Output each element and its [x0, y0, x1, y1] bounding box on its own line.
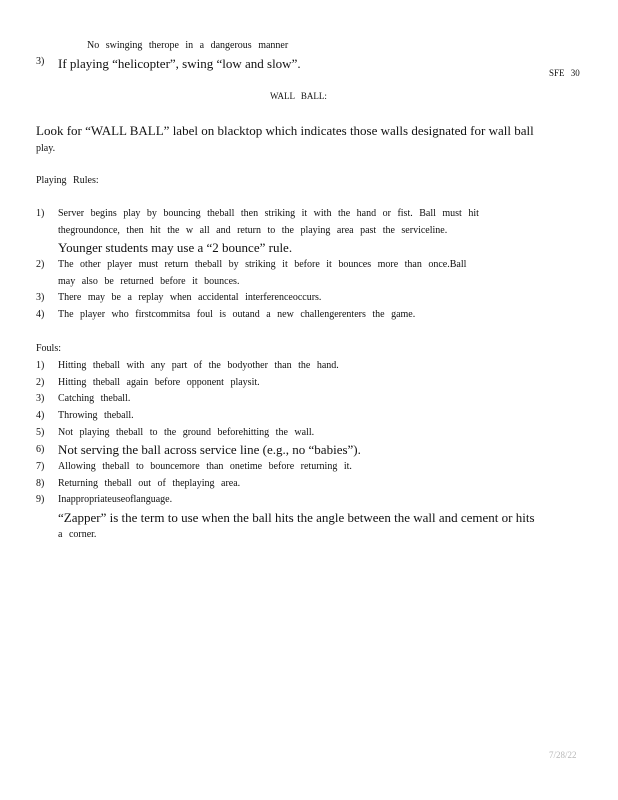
foul-number: 8): [36, 478, 45, 489]
foul-4: Throwing theball.: [58, 410, 134, 421]
foul-number: 9): [36, 494, 45, 505]
foul-number: 4): [36, 410, 45, 421]
playing-rules-title: Playing Rules:: [36, 175, 99, 186]
foul-number: 7): [36, 461, 45, 472]
foul-6: Not serving the ball across service line (e.g., no “babies”).: [58, 442, 361, 457]
foul-1: Hitting theball with any part of the bodyother than the hand.: [58, 360, 339, 371]
foul-5: Not playing theball to the ground beforehitting the wall.: [58, 427, 315, 438]
zapper-line-1: “Zapper” is the term to use when the ball hits the angle between the wall and cement or hits: [58, 510, 535, 525]
foul-number: 3): [36, 393, 45, 404]
foul-2: Hitting theball again before opponent playsit.: [58, 377, 260, 388]
playing-rule-1-note: Younger students may use a “2 bounce” rule.: [58, 240, 293, 255]
helicopter-rule: If playing “helicopter”, swing “low and slow”.: [58, 56, 301, 71]
playing-rule-3: There may be a replay when accidental interferenceoccurs.: [58, 292, 322, 303]
playing-rule-2-line-2: may also be returned before it bounces.: [58, 276, 240, 287]
foul-number: 2): [36, 377, 45, 388]
foul-7: Allowing theball to bouncemore than onetime before returning it.: [58, 461, 352, 472]
playing-rule-number: 1): [36, 208, 45, 219]
page-code: SFE 30: [549, 68, 580, 78]
section-heading: WALL BALL:: [270, 91, 327, 101]
playing-rule-4: The player who firstcommitsa foul is outand a new challengerenters the game.: [58, 309, 416, 320]
rope-rule-number: 3): [36, 56, 45, 67]
intro-line-2: play.: [36, 143, 56, 154]
playing-rule-1-line-2: thegroundonce, then hit the w all and return to the playing area past the serviceline.: [58, 225, 448, 236]
playing-rule-1-line-1: Server begins play by bouncing theball then striking it with the hand or fist. Ball must hit: [58, 208, 479, 219]
foul-number: 6): [36, 444, 45, 455]
rope-rule-line: No swinging therope in a dangerous manner: [87, 40, 289, 51]
foul-number: 1): [36, 360, 45, 371]
foul-number: 5): [36, 427, 45, 438]
playing-rule-number: 4): [36, 309, 45, 320]
foul-9: Inappropriateuseoflanguage.: [58, 494, 173, 505]
zapper-line-2: a corner.: [58, 529, 97, 540]
foul-8: Returning theball out of theplaying area.: [58, 478, 241, 489]
playing-rule-2-line-1: The other player must return theball by striking it before it bounces more than once.Ball: [58, 259, 467, 270]
intro-line-1: Look for “WALL BALL” label on blacktop which indicates those walls designated for wall ball: [36, 123, 534, 138]
fouls-title: Fouls:: [36, 343, 62, 354]
playing-rule-number: 3): [36, 292, 45, 303]
playing-rule-number: 2): [36, 259, 45, 270]
footer-date: 7/28/22: [549, 750, 577, 760]
foul-3: Catching theball.: [58, 393, 131, 404]
